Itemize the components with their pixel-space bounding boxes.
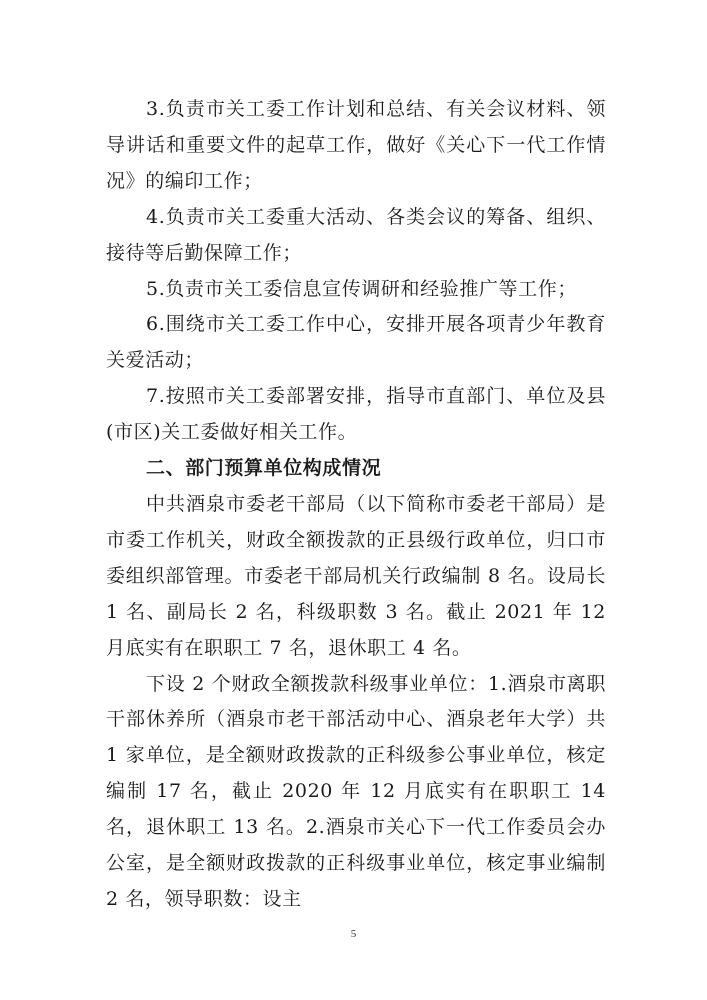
paragraph-item-6: 6.围绕市关工委工作中心，安排开展各项青少年教育关爱活动； [106,313,606,372]
paragraph-subordinate-units: 下设 2 个财政全额拨款科级事业单位：1.酒泉市离职干部休养所（酒泉市老干部活动中心、酒泉老年大学）共 1 家单位，是全额财政拨款的正科级参公事业单位，核定编制 17 名，截止 2020 年 12 月底实有在职职工 14 名，退休职工 13 名。2.酒泉市关心下一代工作委员会办公室，是全额财政拨款的正科级事业单位，核定事业编制 2 名，领导职数：设主 [106,672,606,910]
paragraph-bureau-overview: 中共酒泉市委老干部局（以下简称市委老干部局）是市委工作机关，财政全额拨款的正县级行政单位，归口市委组织部管理。市委老干部局机关行政编制 8 名。设局长 1 名、副局长 2 名，科级职数 3 名。截止 2021 年 12 月底实有在职职工 7 名，退休职工 4 名。 [106,492,606,659]
paragraph-item-4: 4.负责市关工委重大活动、各类会议的筹备、组织、接待等后勤保障工作； [106,205,606,264]
paragraph-item-7: 7.按照市关工委部署安排，指导市直部门、单位及县(市区)关工委做好相关工作。 [106,385,606,444]
document-body [106,92,606,918]
paragraph-item-3: 3.负责市关工委工作计划和总结、有关会议材料、领导讲话和重要文件的起草工作，做好《关心下一代工作情况》的编印工作； [106,98,606,192]
paragraph-item-5: 5.负责市关工委信息宣传调研和经验推广等工作； [146,277,577,300]
section-heading: 二、部门预算单位构成情况 [146,457,382,480]
page-number: 5 [350,928,357,940]
